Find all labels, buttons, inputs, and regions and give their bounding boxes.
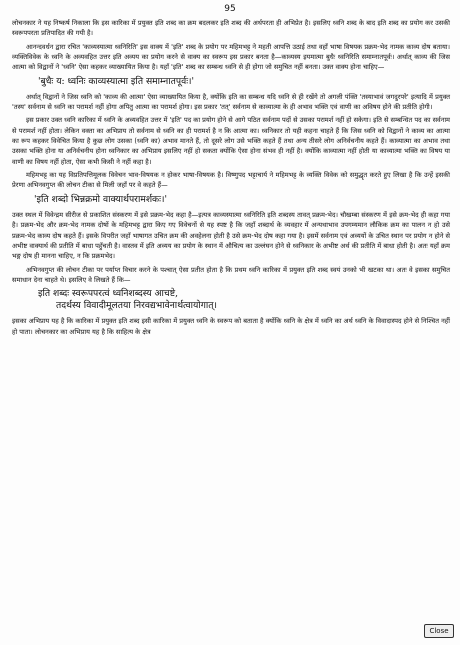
paragraph: इसका अभिप्राय यह है कि कारिका में प्रयुक्त इति शब्द इसी कारिका में प्रयुक्त ध्वनि के स्वरूप को बताता है क्योंकि ध्वनि के क्षेत्र में ध्वनि का अर्थ ध्वनि के विवादास्पद होने से निश्चित नहीं हो पाता। लोचनकार का अभिप्राय यह है कि साहित्य के क्षेत्र bbox=[12, 317, 450, 336]
block-quote: 'इति शब्दो भिन्नक्रमो वाक्यार्थपरामर्शकः।' bbox=[34, 193, 167, 205]
paragraph: इस प्रकार उक्त ध्वनि कारिका में ध्वनि के अव्यवहित उत्तर में 'इति' पद का प्रयोग होने से आगे पठित सर्वनाम पदों से उसका परामर्श नहीं हो सकेगा। इति से सम्बन्धित पद का सर्वनाम से परामर्श नहीं होता। लेकिन वक्ता का अभिप्राय तो सर्वनाम से ध्वनि का ही परामर्श है न कि आत्मा का। ध्वनिकार तो यही कहना चाहते हैं कि जिस ध्वनि को विद्वानों ने काव्य का आत्मा का रूप कहकर विवेचित किया है कुछ लोग उसका (ध्वनि का) अभाव मानते हैं, तो दूसरे लोग उसे भक्ति कहते हैं तथा अन्य तीसरे लोग अनिर्वचनीय कहते हैं। काव्यात्मा का अभाव तथा उसका भक्ति होना या अनिर्वचनीय होना ध्वनिकार का अभिप्राय इसलिए नहीं हो सकता क्योंकि ऐसा होना संभव ही नहीं है। क्योंकि काव्यात्मा नहीं होती या काव्यात्मा भक्ति का विषय या वाणी का विषय नहीं होता, ऐसा कभी किसी ने नहीं कहा है। bbox=[12, 116, 450, 166]
block-quote: 'बुधैः य: ध्वनिः काव्यस्यात्मा इति समाम्नातपूर्वः।' bbox=[38, 75, 195, 87]
paragraph: अर्थात् विद्वानों ने जिस ध्वनि को 'काव्य की आत्मा' ऐसा व्याख्यायित किया है, क्योंकि इति का सम्बन्ध यदि ध्वनि से ही रखेंगे तो अगली पंक्ति 'तस्याभावं जगदुरपरे' इत्यादि में प्रयुक्त 'तस्य' सर्वनाम से ध्वनि का परामर्श नहीं होगा अपितु आत्मा का परामर्श होगा। इस प्रकार 'तत्' सर्वनाम से काव्यात्मा के ही अभाव भक्ति एवं वाणी का अविषय होने की प्रतीति होगी। bbox=[12, 92, 450, 112]
block-quote bbox=[12, 288, 450, 312]
paragraph: महिमभट्ट का यह विप्रतिपत्तिमूलक विवेचन भाव-विषयक न होकर भाषा-विषयक है। विष्णुपद भट्टाचार्य ने महिमभट्ट के व्यक्ति विवेक को समुद्धृत करते हुए लिखा है कि उन्हें इसकी प्रेरणा अभिनवगुप्त की लोचन टीका से मिली जहाँ पर वे कहते हैं— bbox=[12, 171, 450, 190]
page-number: 95 bbox=[224, 4, 236, 14]
paragraph: लोचनकार ने यह निष्कर्ष निकाला कि इस कारिका में प्रयुक्त इति शब्द का क्रम बदलकर इति शब्द की अर्थपरता ही अभिप्रेत है। इसलिए ध्वनि शब्द के बाद इति शब्द का प्रयोग कर उसकी स्वरूपपरता प्रतिपादित की गयी है। bbox=[12, 19, 450, 38]
quote-line: तदर्थस्य विवादीमूलतया निरवद्यभावेनार्थत्वायोगात्। bbox=[56, 300, 217, 312]
paragraph: उक्त स्थल में विवेन्द्रम सीरीज से प्रकाशित संस्करण में इसे प्रक्रम-भेद कहा है—इत्यत्र काव्यस्यात्मा ध्वनिरिति इति शब्दस्य तावत् प्रक्रम-भेद। चौखम्बा संस्करण में इसे क्रम-भेद ही कहा गया है। प्रक्रम-भेद और क्रम-भेद नामक दोषों के महिमभट्ट द्वारा किए गए विवेचनों से यह स्पष्ट है कि जहाँ शब्दार्थ के व्यवहार में अन्यथाभाव उपगम्यमान लौकिक क्रम का पालन न हो उसे प्रक्रम-भेद काव्य दोष कहते हैं। इसके विपरीत जहाँ भाषागत उचित क्रम की अवहेलना होती है उसे क्रम-भेद दोष कहा गया है। इसमें सर्वनाम एवं अव्ययों के उचित स्थान पर प्रयोग न होने से अभीष्ट वाक्यार्थ की प्रतीति में बाधा पहुँचती है। वास्तव में इति अव्यय का प्रयोग के स्थान में औचित्य का उल्लंघन होने से ध्वनिकार के अभीष्ट अर्थ की प्रतीति में बाधा होती है। अतः यहाँ क्रम भङ्ग दोष ही मानना चाहिए, न कि प्रक्रमभेद। bbox=[12, 210, 450, 261]
paragraph: अभिनवगुप्त की लोचन टीका पर पर्याप्त विचार करने के पश्चात् ऐसा प्रतीत होता है कि प्रथम ध्वनि कारिका में प्रयुक्त इति शब्द स्वयं उनको भी खटका था। अतः वे इसका समुचित समाधान देना चाहते थे। इसलिए वे लिखते हैं कि— bbox=[12, 265, 450, 284]
close-button[interactable]: Close bbox=[424, 624, 454, 638]
paragraph: आनन्दवर्धन द्वारा रचित 'काव्यस्यात्मा ध्वनिरिति' इस वाक्य में 'इति' शब्द के प्रयोग पर महिमभट्ट ने महती आपत्ति उठाई तथा वहाँ भाषा विषयक प्रक्रम-भेद नामक काव्य दोष बताया। व्यक्तिविवेक के ध्वनि के अव्यवहित उत्तर इति अव्यय का प्रयोग करने से वाक्य का स्वरूप इस प्रकार बनता है—काव्यस्य इयमात्मा बुधैः ध्वनिरिति समाम्नातपूर्वः। अर्थात् काव्य की जिस आत्मा को विद्वानों ने 'ध्वनि' ऐसा कहकर व्याख्यायित किया है। यहाँ 'इति' शब्द का सम्बन्ध ध्वनि से ही होगा जो समुचित नहीं बनता। उक्त वाक्य होना चाहिए— bbox=[12, 42, 450, 72]
document-body bbox=[12, 18, 450, 340]
quote-line: इति शब्दः स्वरूपपरत्वं ध्वनिशब्दस्य आचष्टे, bbox=[38, 288, 179, 300]
